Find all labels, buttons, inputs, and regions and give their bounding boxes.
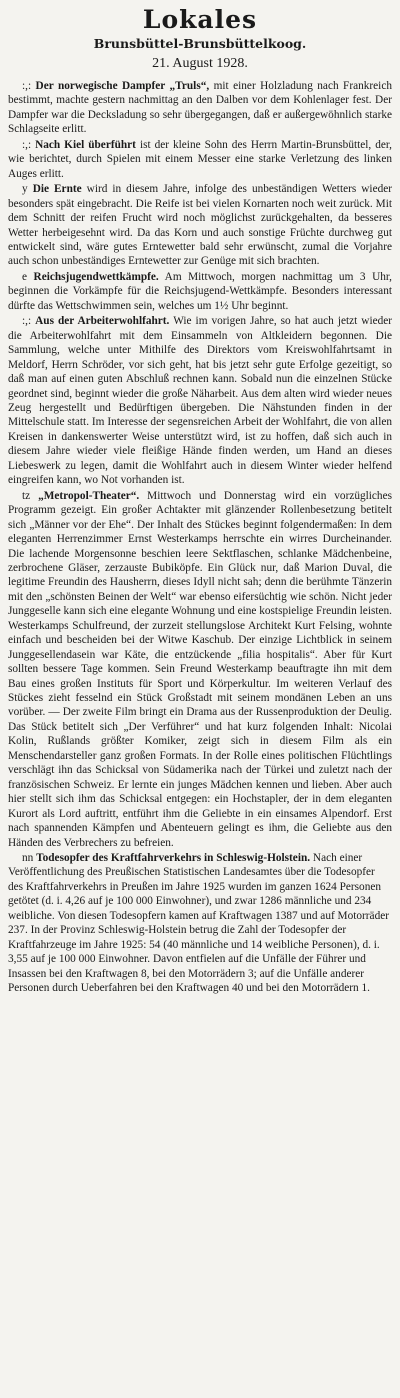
section-title: Lokales (142, 5, 258, 34)
article-prefix: nn (22, 852, 34, 865)
article-metropol-theater (8, 489, 392, 850)
article-prefix: :,: (22, 138, 32, 151)
article-headline: Der norwegische Dampfer „Truls“, (35, 80, 210, 92)
location-subtitle: Brunsbüttel-Brunsbüttelkoog. (93, 36, 307, 51)
article-body: wird in diesem Jahre, infolge des unbeständigen Wetters wieder besonders spät eingebracht. Die Reife ist bei vielen Kornarten noch weit zurück. Mit dem Schnitt der reifen Frucht wird noch möglichst zurückgehalten, da besseres Wetter herbeigesehnt wird. Da das Korn und auch sonstige Früchte durchweg gut entwickelt sind, wäre gutes Erntewetter bald sehr erwünscht, zumal die Vorjahre auch schon unbeständiges Erntewetter zur Genüge mit sich brachten. (8, 183, 393, 268)
article-prefix: y (22, 183, 28, 196)
article-headline: „Metropol-Theater“. (38, 489, 140, 502)
article-body: Nach einer Veröffentlichung des Preußischen Statistischen Landesamtes über die Todesopfer des Kraftfahrverkehrs in Preußen im Jahre 1925 wurden im ganzen 1624 Personen getötet (d. i. 4,26 auf je 100 000 Einwohner), und zwar 1286 männliche und 234 weibliche. Von diesen Todesopfern kamen auf Kraftwagen 1387 und auf Motorräder 237. In der Provinz Schleswig-Holstein betrug die Zahl der Todesopfer der Kraftfahrzeuge im Jahre 1925: 54 (40 männliche und 14 weibliche Personen), d. i. 3,55 auf je 100 000 Einwohner. Davon entfielen auf die Unfälle der Führer und Insassen bei den Kraftwagen 8, bei den Motorrädern 3; auf die Unfälle anderer Personen durch Ueberfahren bei den Kraftwagen 40 und bei den Motorrädern 1. (8, 852, 389, 995)
article-prefix: :,: (22, 80, 32, 92)
article-headline: Reichsjugendwettkämpfe. (33, 270, 159, 283)
article-norwegian-steamer (8, 79, 392, 137)
article-headline: Nach Kiel überführt (35, 138, 136, 151)
article-prefix: :,: (22, 315, 32, 328)
article-body: Mittwoch und Donnerstag wird ein vorzügliches Programm gezeigt. Ein großer Achtakter mit glänzender Rollenbesetzung betitelt sich „Männer vor der Ehe“. Der Inhalt des Stückes beginnt folgendermaßen: In dem eleganten Herrenzimmer Ernst Westerkamps herrschte ein wirres Durcheinander. Die lachende Morgensonne beschien leere Sektflaschen, schlanke Mädchenbeine, zerbrochene Gläser, zerzauste Bubiköpfe. Ein Glück nur, daß Marion Duval, die legitime Freundin des Hausherrn, dieses Idyll nicht sah; denn die berühmte Tänzerin mit den „schönsten Beinen der Welt“ war ebenso eifersüchtig wie schön. Nicht jeder Junggeselle kann sich eine elegante Wohnung und eine kostspielige Freundin leisten. Westerkamps Schulfreund, der zurzeit stellungslose Architekt Kurt Felsing, wohnte einfach und bescheiden bei der Witwe Kaschub. Der einzige Lichtblick in seinem Junggesellendasein war Käte, die entzückende „filia hospitalis“. Aber für Kurt sollten bessere Tage kommen. Sein Freund Westerkamp beauftragte ihn mit dem Bau eines großen Instituts für Sport und Körperkultur. Im weiteren Verlauf des Stückes zieht fesselnd ein Stück Großstadt mit seinem mondänen Leben an uns vorüber. — Der zweite Film bringt ein Drama aus der Russenproduktion der Deulig. Das Stück betitelt sich „Der Verführer“ und hat kurz folgenden Inhalt: Nicolai Kolin, Rußlands größter Komiker, zeigt sich in diesem Film als ein Menschendarsteller ganz großen Formats. In der Rolle eines politischen Flüchtlings verschlägt ihn das Schicksal von Südamerika nach der Türkei und zuletzt nach der französischen Schweiz. Er lernte ein junges Mädchen kennen und lieben. Aber auch hier stellt sich ihm das Schicksal entgegen: ein Hochstapler, der in dem eleganten Kurort als Lord auftritt, entführt ihm die Geliebte in ein einsames Alpendorf. Erst nach spannenden Kämpfen und Abenteuern gelingt es ihm, die Geliebte aus den Händen des Verbrechers zu befreien. (8, 489, 392, 849)
issue-date: 21. August 1928. (152, 56, 248, 71)
article-headline: Todesopfer des Kraftfahrverkehrs in Schleswig-Holstein. (36, 852, 311, 865)
article-workers-welfare (8, 314, 392, 487)
article-kiel-transfer (8, 138, 392, 181)
article-prefix: tz (22, 489, 31, 502)
masthead (0, 0, 400, 73)
article-body: Am Mittwoch, morgen nachmittag um 3 Uhr, beginnen die Vorkämpfe für die Reichsjugend-Wettkämpfe. Besonders interessant dürfte das Wettschwimmen sein, welches um 1½ Uhr beginnt. (8, 270, 393, 312)
article-list (0, 73, 400, 996)
article-youth-competitions (8, 270, 392, 313)
article-headline: Aus der Arbeiterwohlfahrt. (35, 315, 170, 328)
article-harvest (8, 182, 392, 269)
article-body: mit einer Holzladung nach Frankreich bestimmt, machte gestern nachmittag an den Dalben vor dem Kohlenlager fest. Der Dampfer war die Decksladung so sehr übergegangen, daß er außergewöhnlich starke Schlagseite erlitt. (8, 80, 392, 136)
article-body: ist der kleine Sohn des Herrn Martin-Brunsbüttel, der, wie berichtet, durch Spielen mit einem Messer eine starke Verletzung des linken Auges erlitt. (8, 138, 392, 180)
article-prefix: e (22, 270, 28, 283)
article-traffic-fatalities (8, 851, 392, 996)
article-body: Wie im vorigen Jahre, so hat auch jetzt wieder die Arbeiterwohlfahrt mit dem Einsammeln von Altkleidern begonnen. Die Sammlung, welche unter Mithilfe des Direktors vom Kreiswohlfahrtsamt in Meldorf, Herrn Schröder, vor sich geht, hat bis jetzt sehr gute Erfolge gezeitigt, so daß man auf einen guten Abschluß rechnen kann. Sobald nun die einzelnen Stücke geordnet sind, beginnt wieder die große Näharbeit. Aus dem alten wird wieder neues Zeug hergestellt und Bedürftigen übergeben. Die Nähstunden finden in der Mittelschule statt. Im Interesse der segensreichen Arbeit der Wohlfahrt, die von allen Kreisen in dankenswerter Weise unterstützt wird, ist zu hoffen, daß sich auch in diesem Jahre wieder viele fleißige Hände finden werden, um Hand an dieses Liebeswerk zu legen, damit die Wohlfahrt auch in diesem Winter wieder helfend eingreifen kann, wo Not vorhanden ist. (8, 315, 393, 487)
article-headline: Die Ernte (32, 183, 82, 196)
